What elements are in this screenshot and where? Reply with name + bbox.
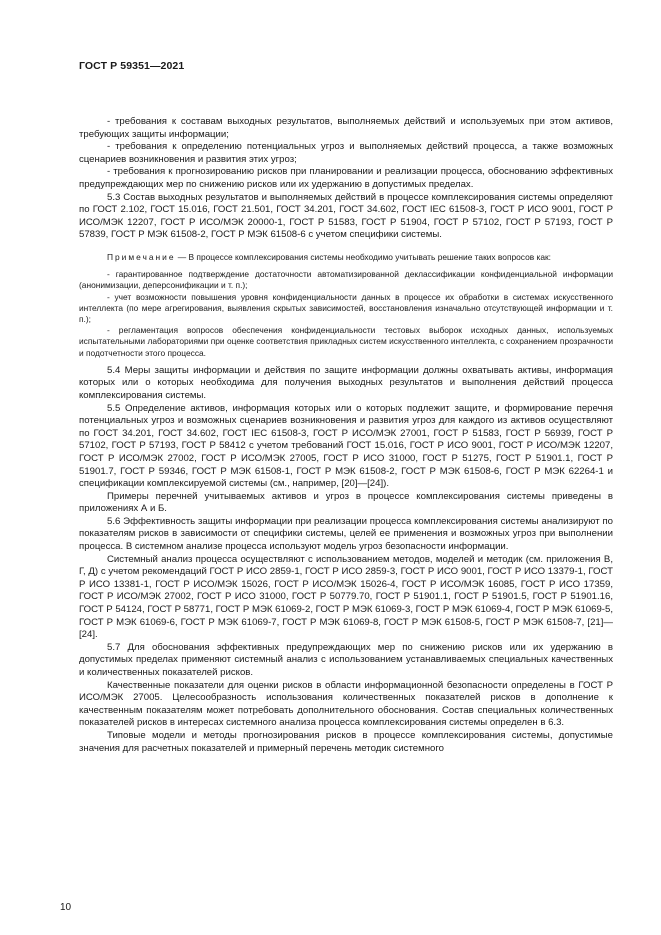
paragraph: Примеры перечней учитываемых активов и угроз в процессе комплексирования системы приведены в приложениях А и Б.: [79, 490, 613, 515]
document-code-header: ГОСТ Р 59351—2021: [79, 60, 185, 72]
paragraph: - требования к определению потенциальных угроз и выполняемых действий процесса, а также возможных сценариев возникновения и развития этих угроз;: [79, 141, 613, 165]
spacer: [79, 242, 613, 246]
document-body: [79, 116, 613, 755]
paragraph: Системный анализ процесса осуществляют с использованием методов, моделей и методик (см. приложения В, Г, Д) с учетом рекомендаций ГОСТ Р ИСО 2859-1, ГОСТ Р ИСО 2859-3, ГОСТ Р ИСО 9001, ГОСТ Р ИСО 13379-1, ГОСТ Р ИСО 13381-1, ГОСТ Р ИСО/МЭК 15026, ГОСТ Р ИСО/МЭК 15026-4, ГОСТ Р ИСО/МЭК 16085, ГОСТ Р ИСО 17359, ГОСТ Р ИСО/МЭК 27002, ГОСТ Р ИСО 31000, ГОСТ Р 50779.70, ГОСТ Р 51901.1, ГОСТ Р 51901.5, ГОСТ Р 51901.16, ГОСТ Р 54124, ГОСТ Р 58771, ГОСТ Р МЭК 61069-2, ГОСТ Р МЭК 61069-3, ГОСТ Р МЭК 61069-4, ГОСТ Р МЭК 61069-5, ГОСТ Р МЭК 61069-6, ГОСТ Р МЭК 61069-7, ГОСТ Р МЭК 61069-8, ГОСТ Р МЭК 61508-5, ГОСТ Р МЭК 61508-7, [21]—[24].: [79, 553, 613, 641]
note-item: - регламентация вопросов обеспечения конфиденциальности тестовых выборок исходных данных, используемых испытательными лабораториями при оценке соответствия прикладных систем искусственного интеллекта, с сохранением прозрачности и подотчетности этого процесса.: [79, 325, 613, 358]
paragraph: - требования к прогнозированию рисков при планировании и реализации процесса, обоснованию эффективных предупреждающих мер по снижению рисков или их удержанию в допустимых пределах.: [79, 166, 613, 190]
paragraph: Типовые модели и методы прогнозирования рисков в процессе комплексирования системы, допустимые значения для расчетных показателей и примерный перечень методик системного: [79, 729, 613, 754]
paragraph: 5.5 Определение активов, информация которых или о которых подлежит защите, и формирование перечня потенциальных угроз и возможных сценариев возникновения и развития угроз для каждого из активов осуществляют по ГОСТ 34.201, ГОСТ 34.602, ГОСТ IEC 61508-3, ГОСТ Р ИСО/МЭК 27001, ГОСТ Р 51583, ГОСТ Р 56939, ГОСТ Р 57102, ГОСТ Р 57193, ГОСТ Р 58412 с учетом требований ГОСТ 15.016, ГОСТ Р ИСО 9001, ГОСТ Р ИСО/МЭК 12207, ГОСТ Р ИСО/МЭК 27002, ГОСТ Р ИСО/МЭК 27005, ГОСТ Р ИСО 31000, ГОСТ Р 51275, ГОСТ Р 51901.1, ГОСТ Р 51901.7, ГОСТ Р 59346, ГОСТ Р МЭК 61508-1, ГОСТ Р МЭК 61508-2, ГОСТ Р МЭК 61508-6, ГОСТ Р МЭК 62264-1 и спецификации комплексируемой системы (см., например, [20]—[24]).: [79, 402, 613, 490]
note-label: Примечание: [107, 251, 176, 262]
note-intro: [79, 252, 613, 263]
paragraph: - требования к составам выходных результатов, выполняемых действий и используемых при этом активов, требующих защиты информации;: [79, 116, 613, 140]
paragraph: 5.6 Эффективность защиты информации при реализации процесса комплексирования системы анализируют по показателям рисков в зависимости от специфики системы, целей ее применения и возможных угроз при выполнении процесса. В системном анализе процесса используют модель угроз безопасности информации.: [79, 515, 613, 553]
note-item: - гарантированное подтверждение достаточности автоматизированной деклассификации конфиденциальной информации (анонимизации, деперсонификации и т. п.);: [79, 269, 613, 291]
note-text: — В процессе комплексирования системы необходимо учитывать решение таких вопросов как:: [175, 251, 552, 262]
page-number: 10: [60, 902, 72, 913]
paragraph: 5.3 Состав выходных результатов и выполняемых действий в процессе комплексирования системы определяют по ГОСТ 2.102, ГОСТ 15.016, ГОСТ 21.501, ГОСТ 34.201, ГОСТ 34.602, ГОСТ IEC 61508-3, ГОСТ Р ИСО 9001, ГОСТ Р ИСО/МЭК 12207, ГОСТ Р ИСО/МЭК 20000-1, ГОСТ Р 51583, ГОСТ Р 51904, ГОСТ Р 57102, ГОСТ Р 57193, ГОСТ Р 57839, ГОСТ Р МЭК 61508-2, ГОСТ Р МЭК 61508-6 с учетом специфики системы.: [79, 191, 613, 241]
note-item: - учет возможности повышения уровня конфиденциальности данных в процессе их обработки в системах искусственного интеллекта (по мере агрегирования, выявления скрытых зависимостей, восстановления изначально отсутствующей информации и т. п.);: [79, 291, 613, 324]
paragraph: 5.7 Для обоснования эффективных предупреждающих мер по снижению рисков или их удержанию в допустимых пределах применяют системный анализ с использованием устанавливаемых специальных качественных и количественных показателей рисков.: [79, 641, 613, 679]
paragraph: 5.4 Меры защиты информации и действия по защите информации должны охватывать активы, информация которых или о которых необходима для получения выходных результатов и выполнения действий процесса комплексирования системы.: [79, 364, 613, 401]
paragraph: Качественные показатели для оценки рисков в области информационной безопасности определены в ГОСТ Р ИСО/МЭК 27005. Целесообразность использования количественных показателей рисков в дополнение к качественным показателям может потребовать дополнительного обоснования. Состав специальных количественных показателей рисков в интересах системного анализа процесса комплексирования системы определен в 6.3.: [79, 679, 613, 729]
